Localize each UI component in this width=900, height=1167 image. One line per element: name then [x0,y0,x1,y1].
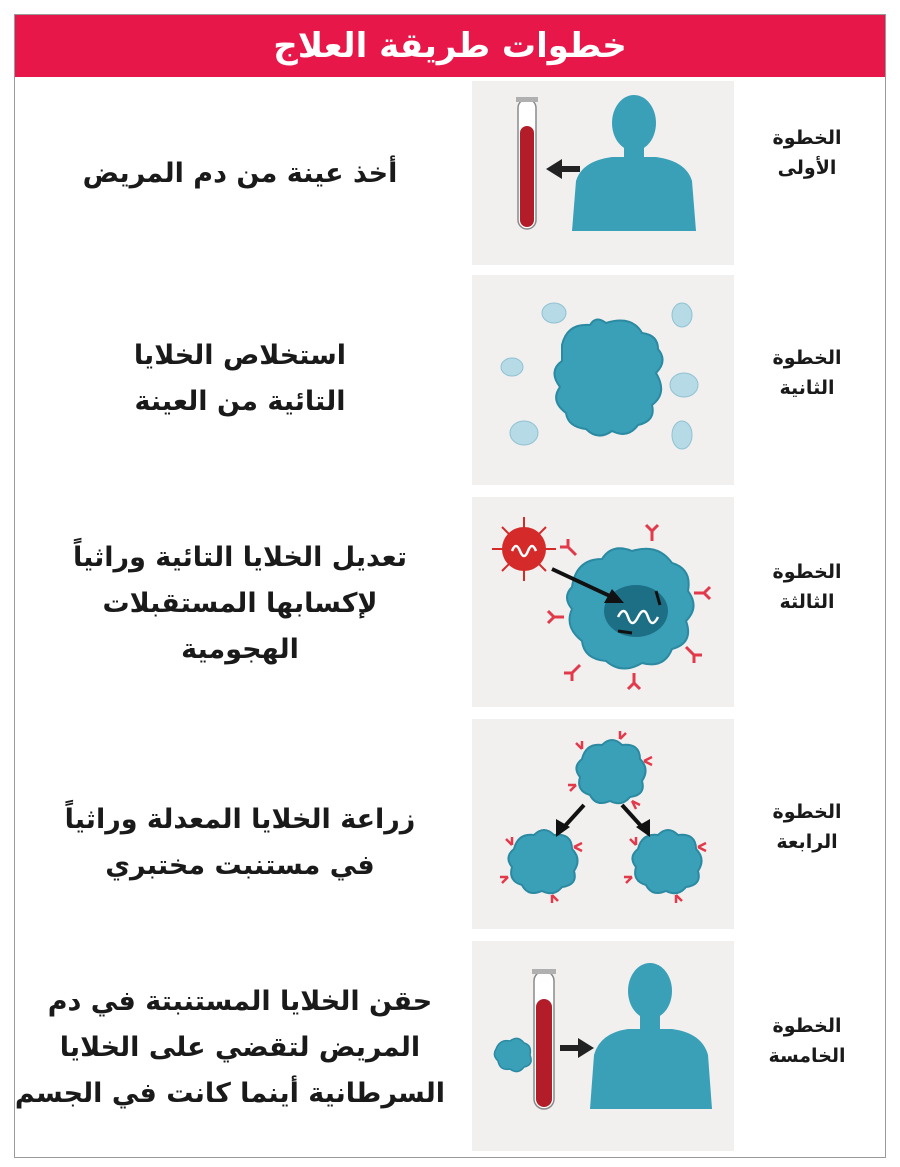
t-cell-icon [554,319,662,435]
step-3-label: الخطوة الثالثة [772,561,842,613]
step-3-row [15,497,885,709]
step-2-illustration [472,275,734,485]
virus-icon [492,517,556,581]
t-cell-icon [508,740,701,893]
test-tube-icon [532,969,556,1109]
step-5-description: حقن الخلايا المستنبتة في دم المريض لتقضي على الخلايا السرطانية أينما كانت في الجسم [14,986,445,1109]
step-5-label: الخطوة الخامسة [768,1015,846,1067]
step-1-illustration [472,81,734,265]
arrow-left-icon [546,159,580,179]
step-3-illustration [472,497,734,707]
step-2-label: الخطوة الثانية [772,347,842,399]
step-1-row [15,81,885,267]
step-1-description: أخذ عينة من دم المريض [82,158,398,189]
step-4-row [15,719,885,931]
page-title: خطوات طريقة العلاج [15,15,885,77]
test-tube-icon [516,97,538,229]
step-2-row [15,275,885,487]
step-3-description: تعديل الخلايا التائية وراثياً لإكسابها المستقبلات الهجومية [72,542,407,665]
step-4-label: الخطوة الرابعة [772,801,842,853]
step-2-description: استخلاص الخلايا التائية من العينة [133,340,347,417]
arrow-right-icon [560,1038,594,1058]
step-4-description: زراعة الخلايا المعدلة وراثياً في مستنبت مختبري [64,804,416,881]
step-4-illustration [472,719,734,929]
infographic-frame [14,14,886,1158]
patient-silhouette-icon [572,95,696,231]
step-5-row [15,941,885,1153]
patient-silhouette-icon [590,963,712,1109]
t-cell-icon [494,1038,531,1071]
t-cell-icon [567,548,694,668]
step-5-illustration [472,941,734,1151]
step-1-label: الخطوة الأولى [772,127,842,179]
arrow-icon [556,805,650,837]
